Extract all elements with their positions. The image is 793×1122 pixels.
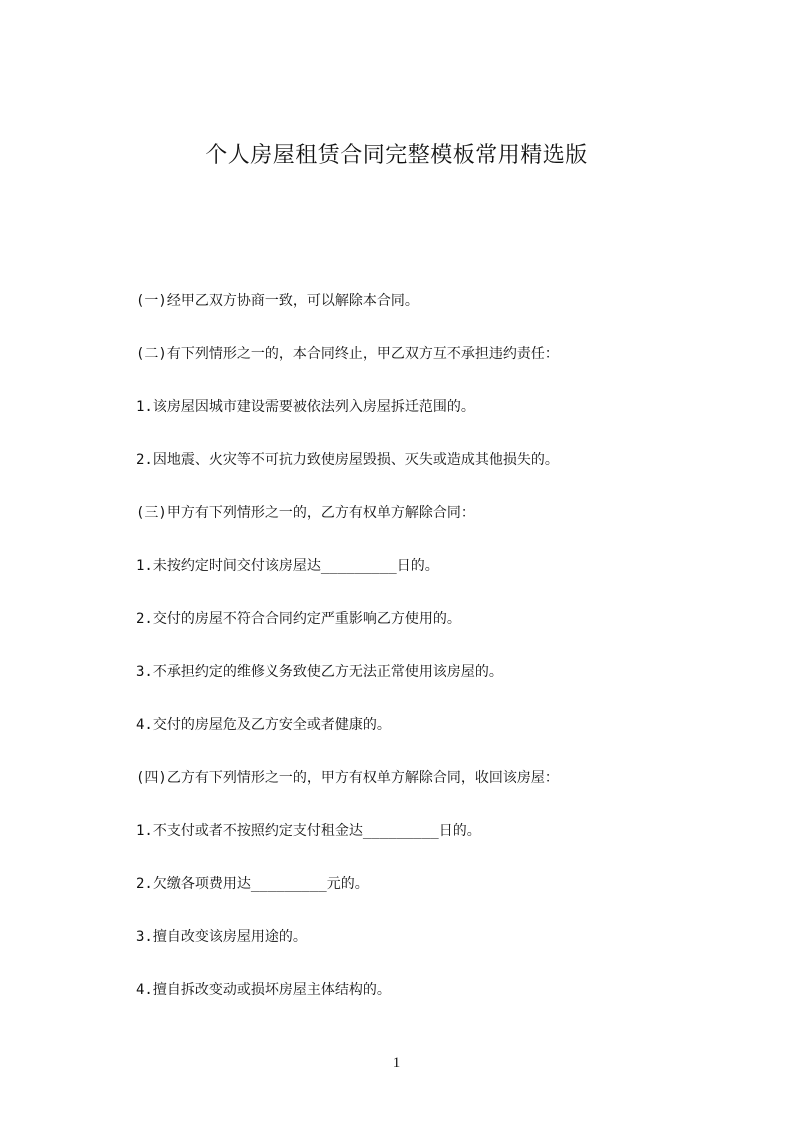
paragraph-14: 4.擅自拆改变动或损坏房屋主体结构的。 xyxy=(136,982,391,998)
paragraph-4: 2.因地震、火灾等不可抗力致使房屋毁损、灭失或造成其他损失的。 xyxy=(136,452,559,468)
paragraph-3: 1.该房屋因城市建设需要被依法列入房屋拆迁范围的。 xyxy=(136,399,475,415)
paragraph-1: (一)经甲乙双方协商一致，可以解除本合同。 xyxy=(136,293,419,309)
paragraph-5: (三)甲方有下列情形之一的，乙方有权单方解除合同： xyxy=(136,505,475,521)
paragraph-9: 4.交付的房屋危及乙方安全或者健康的。 xyxy=(136,717,391,733)
paragraph-2: (二)有下列情形之一的，本合同终止，甲乙双方互不承担违约责任： xyxy=(136,346,559,362)
paragraph-13: 3.擅自改变该房屋用途的。 xyxy=(136,929,307,945)
paragraph-11: 1.不支付或者不按照约定支付租金达_________日的。 xyxy=(136,823,481,839)
paragraph-12: 2.欠缴各项费用达_________元的。 xyxy=(136,876,369,892)
paragraph-6: 1.未按约定时间交付该房屋达_________日的。 xyxy=(136,558,439,574)
paragraph-8: 3.不承担约定的维修义务致使乙方无法正常使用该房屋的。 xyxy=(136,664,503,680)
paragraph-10: (四)乙方有下列情形之一的，甲方有权单方解除合同，收回该房屋： xyxy=(136,770,559,786)
document-title: 个人房屋租赁合同完整模板常用精选版 xyxy=(205,143,588,168)
page-number: 1 xyxy=(392,1055,401,1071)
paragraph-7: 2.交付的房屋不符合合同约定严重影响乙方使用的。 xyxy=(136,611,461,627)
